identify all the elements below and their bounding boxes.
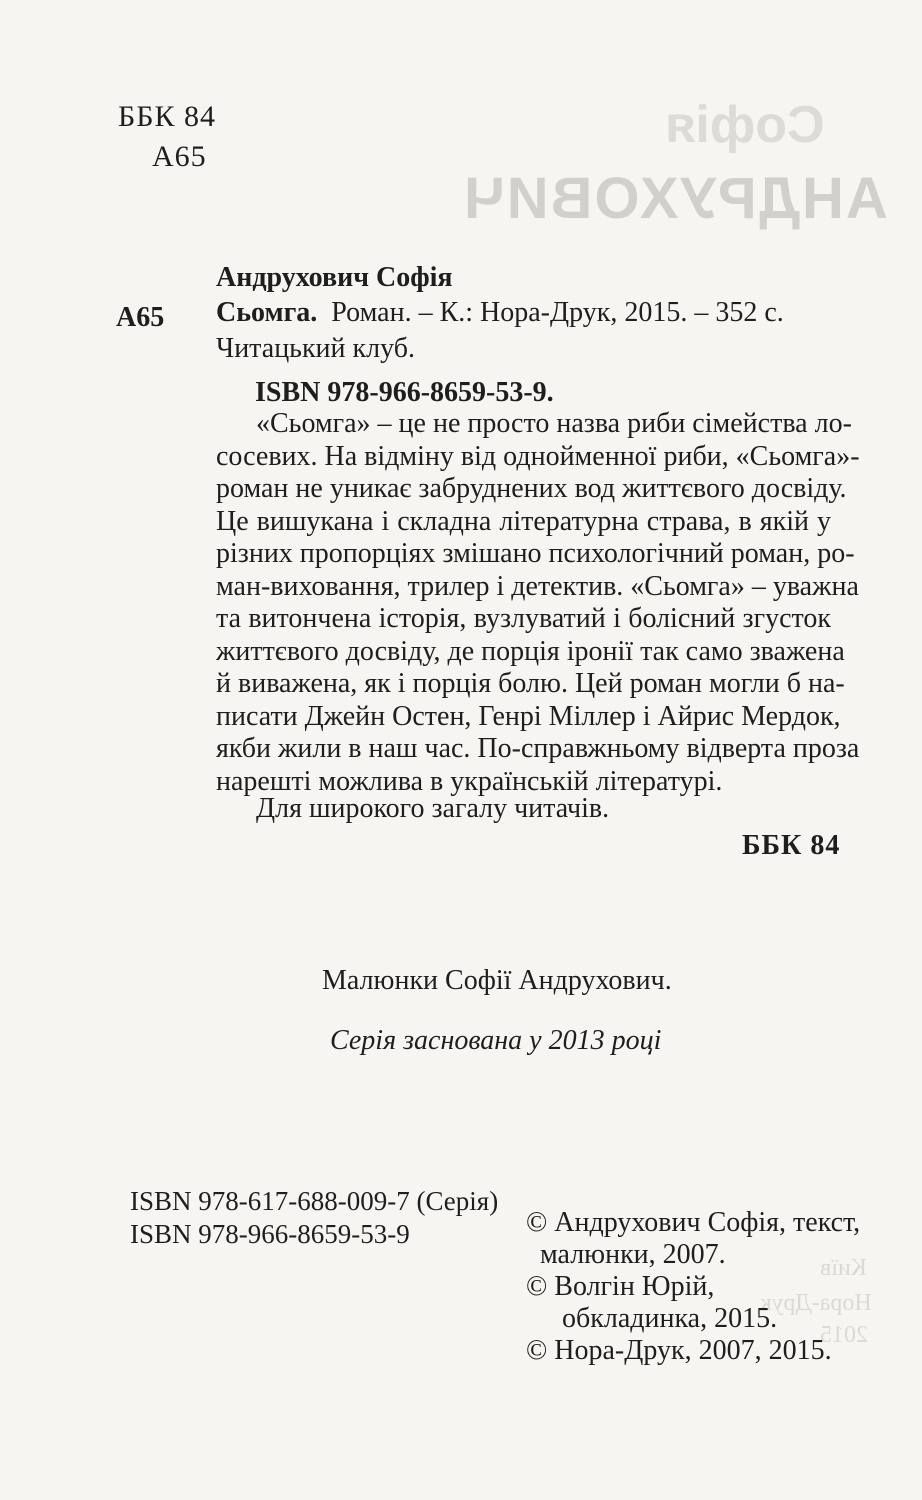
annotation-line: нарешті можлива в українській літературі. xyxy=(216,765,723,797)
bbk-index-bottom: ББК 84 xyxy=(742,830,841,861)
isbn-series: ISBN 978-617-688-009-7 (Серія) xyxy=(130,1186,499,1216)
annotation-line: Це вишукана і складна літературна страва, в якій у xyxy=(216,505,831,537)
catalog-author: Андрухович Софія xyxy=(216,262,453,293)
catalog-title: Сьомга. xyxy=(216,297,318,328)
catalog-series: Читацький клуб. xyxy=(216,333,415,364)
catalog-publication: Роман. – К.: Нора-Друк, 2015. – 352 с. xyxy=(331,297,784,328)
isbn-list xyxy=(130,1185,498,1251)
annotation-line: різних пропорціях змішано психологічний роман, ро- xyxy=(216,538,855,569)
show-through-name: Софія xyxy=(665,96,825,154)
catalog-isbn: ISBN 978-966-8659-53-9. xyxy=(255,377,554,408)
bbk-index: ББК 84 xyxy=(118,100,216,133)
catalog-title-line xyxy=(216,297,784,329)
show-through-year: 2015 xyxy=(820,1322,868,1348)
annotation-line: життєвого досвіду, де порція іронії так само зважена xyxy=(216,635,845,667)
author-mark: А65 xyxy=(152,140,207,173)
catalog-author-mark: А65 xyxy=(116,302,165,333)
show-through-surname: АНДРУХОВИЧ xyxy=(462,166,888,231)
annotation-line: й виважена, як і порція болю. Цей роман могли б на- xyxy=(216,668,845,699)
annotation-line: та витончена історія, вузлуватий і болісний згусток xyxy=(216,603,831,634)
annotation-line: «Сьомга» – це не просто назва риби сімейства ло- xyxy=(256,408,852,439)
copyright-line: © Андрухович Софія, текст, xyxy=(526,1207,861,1238)
copyright-line: © Волгін Юрій, xyxy=(526,1271,715,1302)
annotation-line: роман не уникає забруднених вод життєвого досвіду. xyxy=(216,473,847,504)
illustrations-credit: Малюнки Софії Андрухович. xyxy=(322,965,672,996)
annotation xyxy=(216,408,860,798)
copyright-line: © Нора-Друк, 2007, 2015. xyxy=(526,1335,832,1366)
audience-note: Для широкого загалу читачів. xyxy=(256,793,610,824)
show-through-publisher: Нора-Друк xyxy=(760,1290,872,1316)
annotation-line: ман-виховання, трилер і детектив. «Сьомга» – уважна xyxy=(216,570,859,602)
annotation-line: якби жили в наш час. По-справжньому відверта проза xyxy=(216,733,860,764)
isbn-book: ISBN 978-966-8659-53-9 xyxy=(130,1219,410,1249)
copyright-line: малюнки, 2007. xyxy=(540,1239,726,1270)
show-through-city: Київ xyxy=(820,1255,867,1281)
copyright-block xyxy=(526,1207,860,1367)
series-founded-note: Серія заснована у 2013 році xyxy=(330,1025,662,1056)
copyright-line: обкладинка, 2015. xyxy=(562,1303,778,1334)
annotation-line: писати Джейн Остен, Генрі Міллер і Айрис Мердок, xyxy=(216,700,841,732)
annotation-line: сосевих. На відміну від однойменної риби, «Сьомга»- xyxy=(216,440,860,472)
